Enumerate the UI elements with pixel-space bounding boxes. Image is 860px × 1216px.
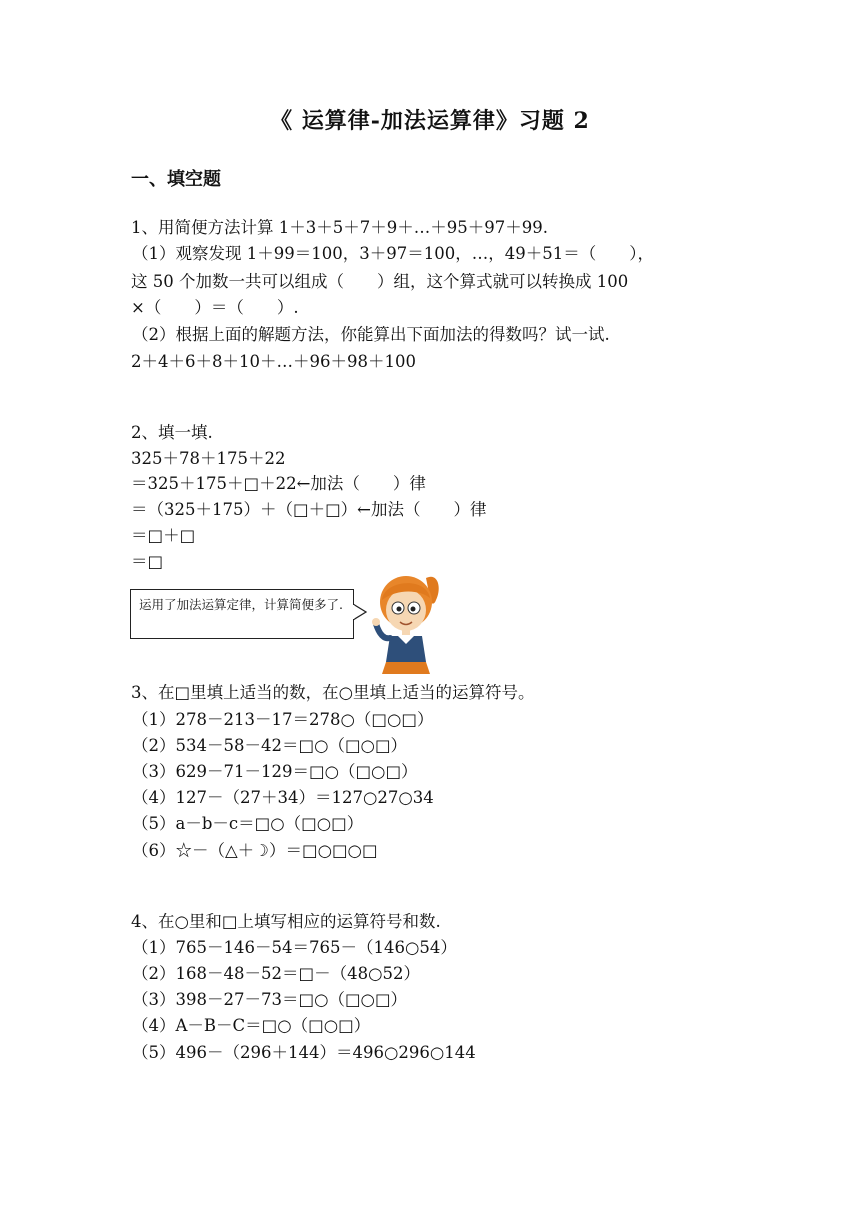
page-title: 《 运算律-加法运算律》习题 2 — [270, 108, 590, 134]
q3-item-5: （5）a－b－c＝□○（□○□） — [132, 814, 364, 833]
q2-line-4: ＝（325＋175）＋（□＋□）←加法（ ）律 — [131, 500, 487, 519]
q2-line-2: 325＋78＋175＋22 — [131, 449, 286, 468]
q3-item-6: （6）☆－（△＋☽）＝□○□○□ — [132, 841, 378, 860]
q3-line-1: 3、在□里填上适当的数，在○里填上适当的运算符号。 — [131, 683, 535, 702]
q4-item-3: （3）398－27－73＝□○（□○□） — [132, 990, 408, 1009]
section-heading: 一、填空题 — [131, 169, 221, 190]
q2-line-5: ＝□＋□ — [131, 526, 196, 545]
q2-line-3: ＝325＋175＋□＋22←加法（ ）律 — [131, 474, 426, 493]
q1-line-4: ×（ ）＝（ ）. — [131, 298, 299, 317]
q1-line-3: 这 50 个加数一共可以组成（ ）组，这个算式就可以转换成 100 — [131, 272, 629, 291]
q2-line-6: ＝□ — [131, 552, 164, 571]
q4-item-5: （5）496－（296＋144）＝496○296○144 — [132, 1043, 476, 1062]
q1-line-5: （2）根据上面的解题方法，你能算出下面加法的得数吗？试一试. — [132, 325, 610, 344]
q3-item-1: （1）278－213－17＝278○（□○□） — [132, 710, 434, 729]
q1-line-6: 2＋4＋6＋8＋10＋…＋96＋98＋100 — [131, 352, 416, 371]
q1-line-2: （1）观察发现 1＋99＝100，3＋97＝100，…，49＋51＝（ ）， — [132, 244, 654, 263]
q3-item-4: （4）127－（27＋34）＝127○27○34 — [132, 788, 434, 807]
q4-item-1: （1）765－146－54＝765－（146○54） — [132, 938, 457, 957]
q4-item-2: （2）168－48－52＝□－（48○52） — [132, 964, 420, 983]
cartoon-girl-illustration — [368, 570, 452, 678]
speech-bubble: 运用了加法运算定律，计算简便多了. — [130, 589, 354, 639]
q4-item-4: （4）A－B－C＝□○（□○□） — [132, 1016, 371, 1035]
q1-line-1: 1、用简便方法计算 1＋3＋5＋7＋9＋…＋95＋97＋99. — [131, 218, 548, 237]
q3-item-3: （3）629－71－129＝□○（□○□） — [132, 762, 418, 781]
q4-line-1: 4、在○里和□上填写相应的运算符号和数. — [131, 912, 441, 931]
speech-bubble-tail — [353, 602, 367, 622]
q2-line-1: 2、填一填. — [131, 423, 213, 442]
q3-item-2: （2）534－58－42＝□○（□○□） — [132, 736, 408, 755]
